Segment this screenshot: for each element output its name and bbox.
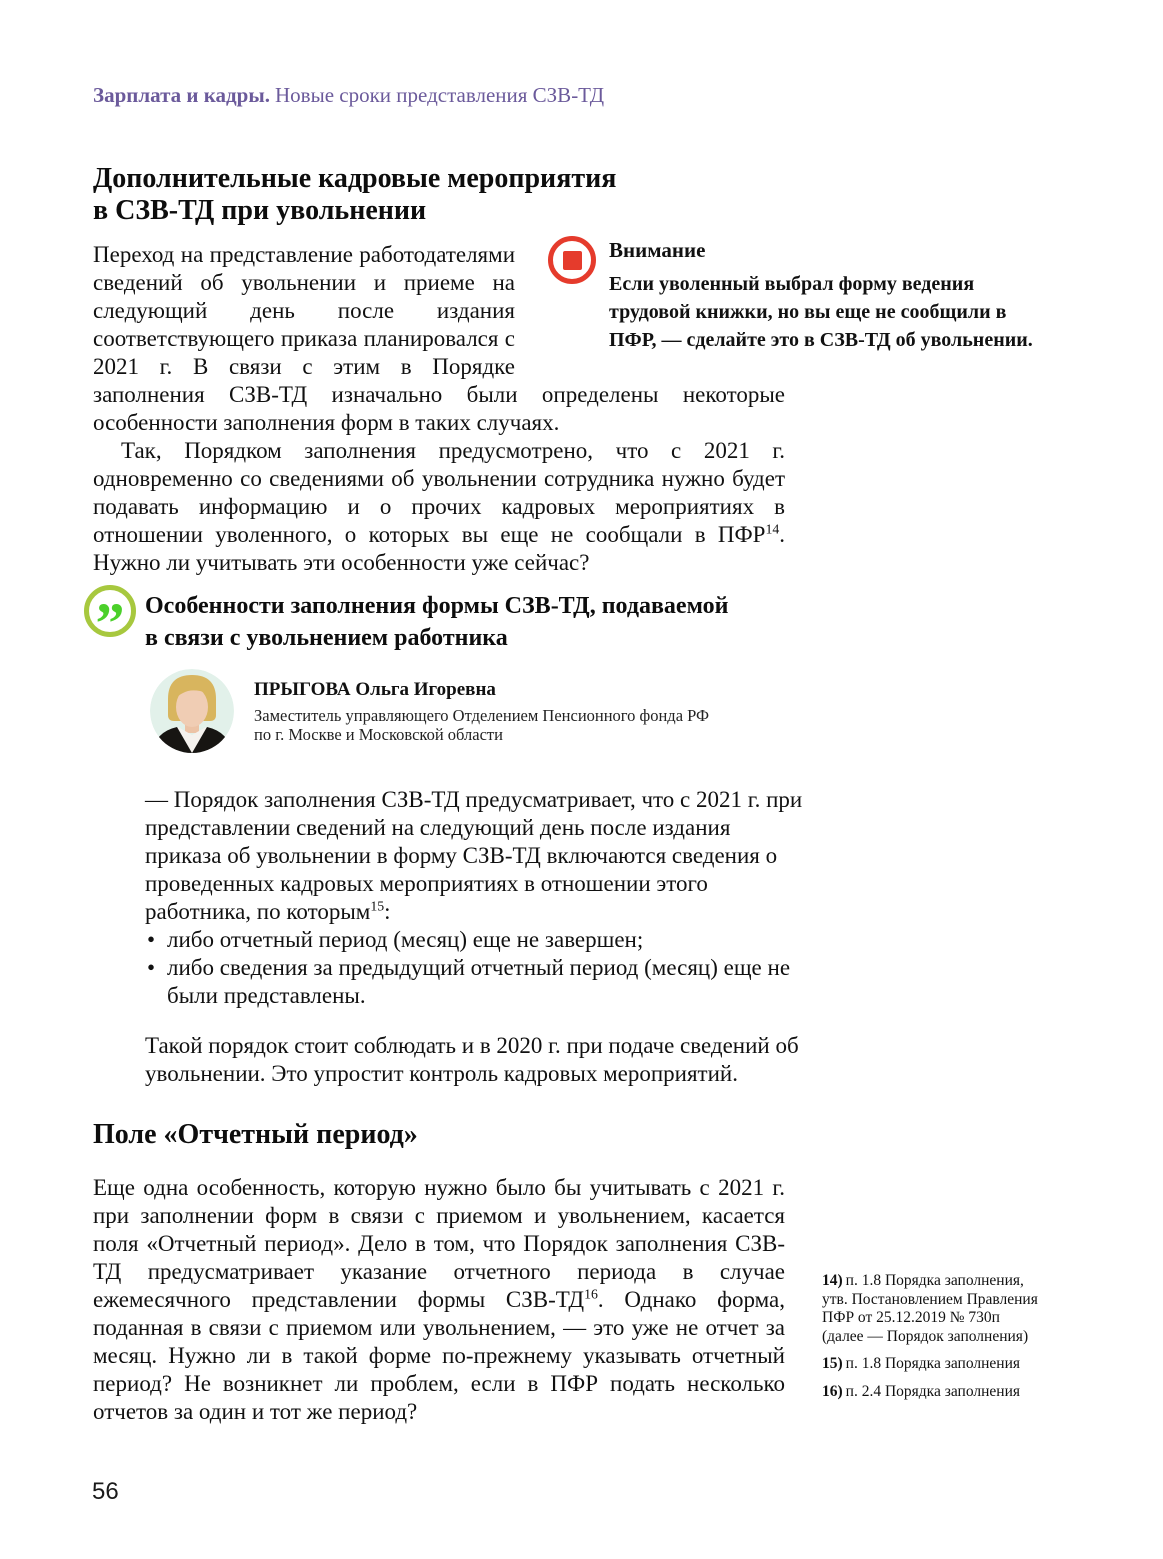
footnote-15-number: 15) bbox=[822, 1355, 843, 1372]
quote-bullet-text-1: либо отчетный период (месяц) еще не завершен; bbox=[167, 927, 644, 952]
author-avatar bbox=[150, 669, 234, 753]
author-avatar-illustration bbox=[150, 669, 234, 753]
section-paragraph bbox=[93, 1174, 785, 1426]
footnote-16-text: п. 2.4 Порядка заполнения bbox=[845, 1382, 1020, 1400]
magazine-section-label: Зарплата и кадры. bbox=[93, 83, 271, 107]
footnote-ref-15: 15 bbox=[370, 898, 385, 914]
footnotes-sidebar bbox=[822, 1272, 1040, 1410]
section-paragraph-tail: . Однако форма, поданная в связи с приемом или увольнением, — это уже не отчет за месяц. Нужно ли в такой форме по-прежнему указывать отчетный период? Не возникнет ли проблем, если в ПФР подать несколько отчетов за один и тот же период? bbox=[93, 1287, 785, 1424]
section-title: Поле «Отчетный период» bbox=[93, 1119, 418, 1150]
footnote-15 bbox=[822, 1355, 1040, 1374]
footnote-15-text: п. 1.8 Порядка заполнения bbox=[845, 1355, 1020, 1372]
attention-square-glyph bbox=[563, 251, 582, 270]
author-block bbox=[150, 669, 810, 753]
article-topic-label: Новые сроки представления СЗВ-ТД bbox=[275, 83, 605, 107]
page-number: 56 bbox=[92, 1478, 119, 1505]
attention-text: Если уволенный выбрал форму ведения трудовой книжки, но вы еще не сообщили в ПФР, — сделайте это в СЗВ-ТД об увольнении. bbox=[609, 273, 1033, 351]
author-info bbox=[254, 679, 709, 744]
quote-bullet-item bbox=[145, 926, 803, 954]
footnote-ref-14: 14 bbox=[765, 521, 780, 537]
quote-lead-tail: : bbox=[384, 899, 391, 924]
footnote-14 bbox=[822, 1272, 1040, 1346]
second-paragraph bbox=[93, 437, 785, 577]
article-title bbox=[93, 163, 853, 227]
quote-icon: ” bbox=[84, 585, 136, 637]
intro-paragraph-text: Переход на представление работодателями сведений об увольнении и приеме на следующий день после издания соответствующего приказа планировался с 2021 г. В связи с этим в Порядке заполнения СЗВ-ТД изначально были определены некоторые особенности заполнения форм в таких случаях. bbox=[93, 242, 785, 435]
footnote-14-text: п. 1.8 Порядка заполнения, утв. Постановлением Правления ПФР от 25.12.2019 № 730п (далее — Порядок заполнения) bbox=[822, 1272, 1038, 1345]
quote-lead-paragraph bbox=[145, 786, 803, 926]
quote-bullet-text-2: либо сведения за предыдущий отчетный период (месяц) еще не были представлены. bbox=[167, 955, 791, 1008]
article-title-line1: Дополнительные кадровые мероприятия bbox=[93, 163, 617, 194]
footnote-16 bbox=[822, 1383, 1040, 1402]
attention-icon bbox=[548, 236, 596, 284]
quote-bullet-list bbox=[145, 926, 803, 1010]
running-head bbox=[93, 82, 604, 108]
section-paragraph-text: Еще одна особенность, которую нужно было бы учитывать с 2021 г. при заполнении форм в связи с приемом и увольнением, касается поля «Отчетный период». Дело в том, что Порядок заполнения СЗВ-ТД предусматривает указание отчетного периода в случае ежемесячного представлении формы СЗВ-ТД bbox=[93, 1175, 785, 1312]
author-name: ПРЫГОВА Ольга Игоревна bbox=[254, 678, 496, 700]
attention-content bbox=[609, 236, 1045, 354]
quote-title-line1: Особенности заполнения формы СЗВ-ТД, подаваемой bbox=[145, 593, 729, 619]
quote-closing-paragraph: Такой порядок стоит соблюдать и в 2020 г. при подаче сведений об увольнении. Это упростит контроль кадровых мероприятий. bbox=[145, 1033, 799, 1086]
second-paragraph-tail: . Нужно ли учитывать эти особенности уже сейчас? bbox=[93, 522, 785, 575]
attention-callout bbox=[548, 236, 1048, 354]
footnote-16-number: 16) bbox=[822, 1382, 843, 1400]
second-paragraph-text: Так, Порядком заполнения предусмотрено, что с 2021 г. одновременно со сведениями об увольнении сотрудника нужно будет подавать информацию и о прочих кадровых мероприятиях в отношении уволенного, о которых вы еще не сообщали в ПФР bbox=[93, 438, 785, 547]
quote-lead-text: — Порядок заполнения СЗВ-ТД предусматривает, что с 2021 г. при представлении сведений на следующий день после издания приказа об увольнении в форму СЗВ-ТД включаются сведения о проведенных кадровых мероприятиях в отношении этого работника, по которым bbox=[145, 787, 803, 924]
author-position bbox=[254, 706, 709, 744]
footnote-14-number: 14) bbox=[822, 1272, 843, 1289]
author-position-line1: Заместитель управляющего Отделением Пенсионного фонда РФ bbox=[254, 705, 710, 725]
quote-body bbox=[145, 786, 803, 1010]
article-title-line2: в СЗВ-ТД при увольнении bbox=[93, 195, 427, 226]
attention-label: Внимание bbox=[609, 238, 706, 262]
footnote-ref-16: 16 bbox=[584, 1286, 598, 1302]
quote-title-line2: в связи с увольнением работника bbox=[145, 625, 508, 651]
author-position-line2: по г. Москве и Московской области bbox=[254, 724, 503, 744]
quote-bullet-item bbox=[145, 954, 803, 1010]
quote-title bbox=[145, 590, 825, 654]
